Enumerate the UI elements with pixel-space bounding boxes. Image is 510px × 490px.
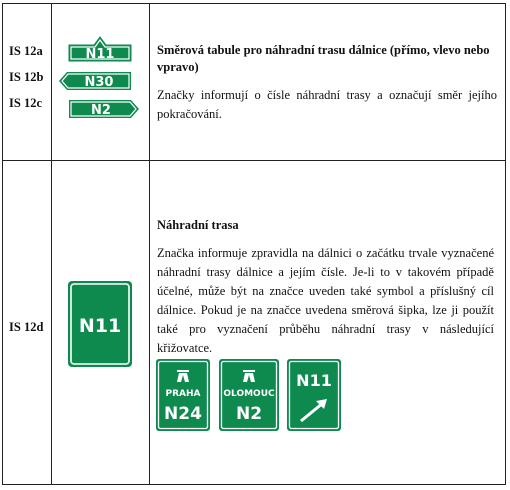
example-sign-n11-arrow [287,359,341,431]
sign-n2-right [69,100,139,118]
example-sign-praha [156,359,210,431]
example-route-n24: N24 [164,404,202,424]
example-route-n2: N2 [235,404,263,424]
column-divider-2 [149,4,150,484]
direction-signs [55,34,145,134]
code-is-12d: IS 12d [9,320,44,334]
example-sign-olomouc [219,359,279,431]
sign-n11-label: N11 [85,47,115,62]
sign-n2-label: N2 [91,103,111,118]
column-divider-1 [51,4,52,484]
row2-description: Značka informuje zpravidla na dálnici o začátku trvale vyznačené náhradní trasy dálnice a jejím čísle. Je-li to v takovém případě účelné, může být na značce uveden také symbol a příslušný cíl dálnice. Pokud je na značce uvedena směrová šipka, lze ji použít také pro vyznačení průběhu náhradní trasy v následující křižovatce. [157,246,494,355]
row-divider [3,160,505,161]
sign-n11-straight [69,37,131,62]
big-sign-label: N11 [78,315,122,337]
row1-title: Směrová tabule pro náhradní trasu dálnice (přímo, vlevo nebo vpravo) [157,43,490,74]
sign-n30-label: N30 [84,75,114,90]
example-city-praha: PRAHA [165,389,201,399]
sign-n30-left [59,72,131,90]
code-is-12a: IS 12a [9,44,43,58]
example-signs [155,358,345,434]
row1-description: Značky informují o čísle náhradní trasy a označují směr jejího pokračování. [157,88,497,121]
big-sign-n11 [67,280,133,368]
example-route-n11: N11 [296,371,332,390]
example-city-olomouc: OLOMOUC [223,389,275,399]
code-is-12b: IS 12b [9,70,44,84]
code-is-12c: IS 12c [9,96,42,110]
sign-table [2,3,506,485]
row2-title: Náhradní trasa [157,218,239,232]
